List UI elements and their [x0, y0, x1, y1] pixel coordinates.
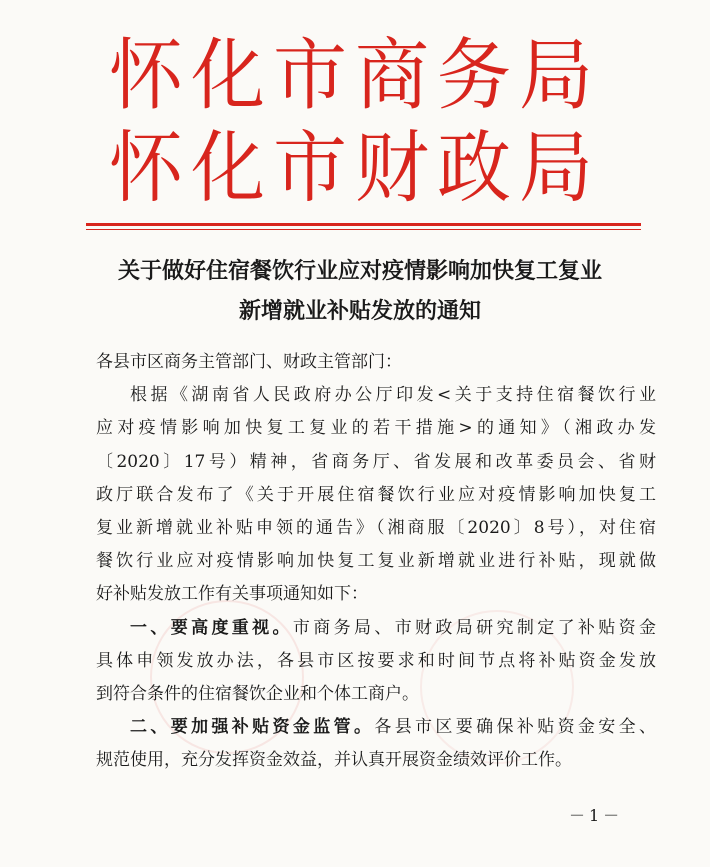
section-1-line: 到符合条件的住宿餐饮企业和个体工商户。	[96, 684, 419, 705]
intro-line: 政厅联合发布了《关于开展住宿餐饮行业应对疫情影响加快复工	[96, 484, 656, 505]
salutation: 各县市区商务主管部门、财政主管部门：	[96, 352, 402, 372]
document-title	[60, 252, 660, 332]
agency-name-commerce: 怀化市商务局	[109, 30, 601, 121]
section-1-heading: 一、要高度重视。	[130, 617, 293, 638]
title-line-2: 新增就业补贴发放的通知	[238, 299, 481, 324]
title-line-1: 关于做好住宿餐饮行业应对疫情影响加快复工复业	[117, 259, 602, 284]
red-header-rule	[86, 223, 641, 226]
agency-name-finance: 怀化市财政局	[109, 123, 601, 214]
section-1-line: 具体申领发放办法，各县市区按要求和时间节点将补贴资金发放	[96, 650, 656, 671]
issuing-agencies-header	[0, 30, 710, 215]
section-2-heading: 二、要加强补贴资金监管。	[130, 717, 375, 738]
intro-line: 应对疫情影响加快复工复业的若干措施>的通知》（湘政办发	[96, 418, 656, 439]
intro-line: 餐饮行业应对疫情影响加快复工复业新增就业进行补贴，现就做	[96, 551, 656, 572]
section-1-text: 市商务局、市财政局研究制定了补贴资金	[292, 617, 657, 638]
intro-line: 复业新增就业补贴申领的通告》（湘商服〔2020〕8号），对住宿	[96, 518, 656, 539]
section-2-text: 各县市区要确保补贴资金安全、	[374, 717, 657, 738]
document-body	[96, 346, 656, 778]
section-2-first-line	[96, 711, 656, 744]
red-header-rule-thin	[86, 229, 641, 230]
section-1-first-line	[96, 612, 656, 645]
intro-line: 〔2020〕17号）精神，省商务厅、省发展和改革委员会、省财	[96, 451, 656, 472]
page-number: －1－	[569, 806, 624, 825]
intro-line: 好补贴发放工作有关事项通知如下：	[96, 584, 368, 605]
intro-line: 根据《湖南省人民政府办公厅印发<关于支持住宿餐饮行业	[130, 385, 656, 406]
section-2-line: 规范使用，充分发挥资金效益，并认真开展资金绩效评价工作。	[96, 750, 572, 771]
